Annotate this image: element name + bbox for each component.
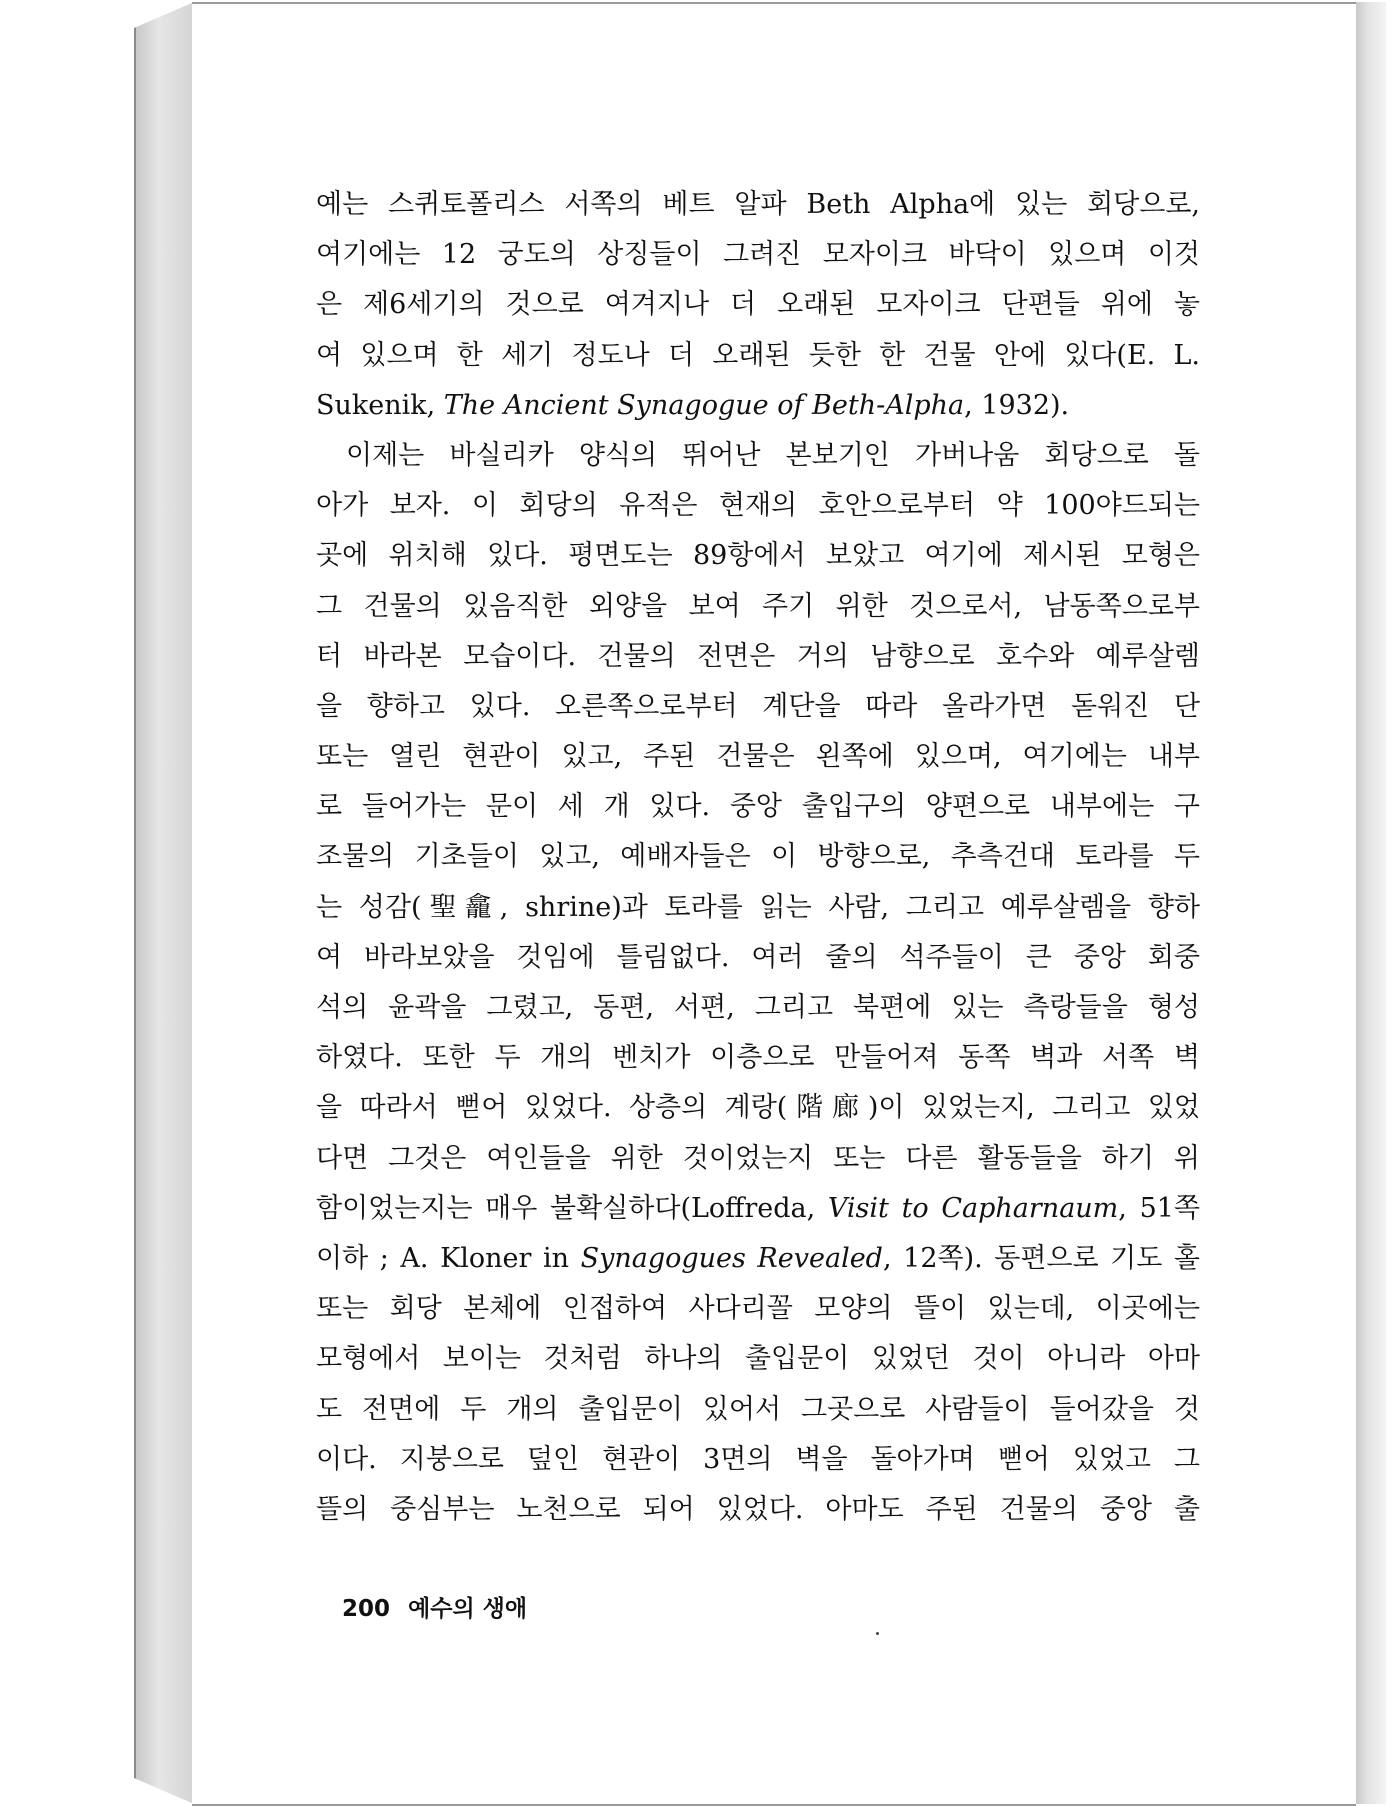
citation-text: , 12쪽). 동편으로 기도 홀 (882, 1242, 1200, 1274)
print-speck (876, 1632, 879, 1635)
citation-title: Synagogues Revealed (580, 1242, 883, 1274)
text-line: 곳에 위치해 있다. 평면도는 89항에서 보았고 여기에 제시된 모형은 (316, 540, 1200, 572)
citation-text: , 1932). (964, 389, 1070, 421)
text-line (316, 1184, 1200, 1234)
text-line: 터 바라본 모습이다. 건물의 전면은 거의 남향으로 호수와 예루살렘 (316, 640, 1200, 672)
text-line: 뜰의 중심부는 노천으로 되어 있었다. 아마도 주된 건물의 중앙 출 (316, 1493, 1200, 1525)
text-line: 조물의 기초들이 있고, 예배자들은 이 방향으로, 추측건대 토라를 두 (316, 841, 1200, 873)
text-line: 이다. 지붕으로 덮인 현관이 3면의 벽을 돌아가며 뻗어 있었고 그 (316, 1443, 1200, 1475)
text-line: 을 따라서 뻗어 있었다. 상층의 계랑(階廊)이 있었는지, 그리고 있었 (316, 1092, 1200, 1124)
text-line: 또는 회당 본체에 인접하여 사다리꼴 모양의 뜰이 있는데, 이곳에는 (316, 1293, 1200, 1325)
text-line: 하였다. 또한 두 개의 벤치가 이층으로 만들어져 동쪽 벽과 서쪽 벽 (316, 1042, 1200, 1074)
text-line: 는 성감(聖龕, shrine)과 토라를 읽는 사람, 그리고 예루살렘을 향하 (316, 891, 1200, 923)
page-number: 200 (342, 1596, 391, 1622)
text-line (316, 381, 1200, 431)
body-text (316, 180, 1200, 1535)
citation-text: Sukenik, (316, 389, 444, 421)
page-edge-shadow (1356, 2, 1386, 1804)
citation-title: Visit to Capharnaum (827, 1192, 1119, 1224)
text-line: 예는 스퀴토폴리스 서쪽의 베트 알파 Beth Alpha에 있는 회당으로, (316, 189, 1200, 220)
text-line: 로 들어가는 문이 세 개 있다. 중앙 출입구의 양편으로 내부에는 구 (316, 791, 1200, 823)
text-line: 여 바라보았을 것임에 틀림없다. 여러 줄의 석주들이 큰 중앙 회중 (316, 941, 1200, 973)
text-line: 석의 윤곽을 그렸고, 동편, 서편, 그리고 북편에 있는 측랑들을 형성 (316, 992, 1200, 1023)
running-title: 예수의 생애 (408, 1596, 528, 1622)
text-line: 모형에서 보이는 것처럼 하나의 출입문이 있었던 것이 아니라 아마 (316, 1343, 1200, 1375)
text-line (316, 1234, 1200, 1284)
text-line: 그 건물의 있음직한 외양을 보여 주기 위한 것으로서, 남동쪽으로부 (316, 590, 1200, 622)
citation-text: 이하 ; A. Kloner in (316, 1242, 581, 1274)
text-line: 다면 그것은 여인들을 위한 것이었는지 또는 다른 활동들을 하기 위 (316, 1142, 1200, 1174)
text-line: 을 향하고 있다. 오른쪽으로부터 계단을 따라 올라가면 돋워진 단 (316, 690, 1200, 722)
book-spine (134, 2, 194, 1804)
text-line: 여 있으며 한 세기 정도나 더 오래된 듯한 한 건물 안에 있다(E. L. (316, 339, 1200, 371)
text-line: 이제는 바실리카 양식의 뛰어난 본보기인 가버나움 회당으로 돌 (346, 439, 1200, 471)
text-line: 은 제6세기의 것으로 여겨지나 더 오래된 모자이크 단편들 위에 놓 (316, 289, 1200, 321)
text-line: 여기에는 12 궁도의 상징들이 그려진 모자이크 바닥이 있으며 이것 (316, 239, 1200, 271)
citation-title: The Ancient Synagogue of Beth-Alpha (443, 389, 965, 421)
citation-text: , 51쪽 (1118, 1192, 1201, 1224)
text-line: 도 전면에 두 개의 출입문이 있어서 그곳으로 사람들이 들어갔을 것 (316, 1393, 1200, 1425)
text-line: 아가 보자. 이 회당의 유적은 현재의 호안으로부터 약 100야드되는 (316, 490, 1200, 522)
text-line: 또는 열린 현관이 있고, 주된 건물은 왼쪽에 있으며, 여기에는 내부 (316, 741, 1200, 773)
page-footer (342, 1590, 527, 1623)
citation-text: 함이었는지는 매우 불확실하다(Loffreda, (316, 1192, 828, 1224)
